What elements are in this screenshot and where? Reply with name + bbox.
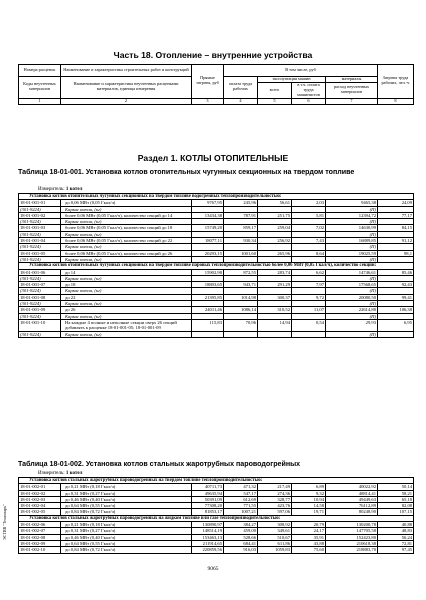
labor-hours: 6,95 [378,319,414,331]
machines-total: 308,92 [258,522,292,528]
subheading: Установка котлов стальных жаротрубных пароводогрейных на жидком топливе или газе теплопроизводительностью: [19,515,414,521]
materials: 14630,99 [326,225,378,231]
rate-name: до 0,31 МВт (0,27 Гкал/ч) [61,490,192,496]
table-row [19,319,414,331]
direct-costs: 148514,19 [192,528,224,534]
materials: 210618,38 [326,540,378,546]
machinist-wage: 24,17 [292,528,326,534]
labor-wage: 684,41 [224,540,258,546]
empty-cell [224,331,258,337]
machinist-wage: 14,58 [292,503,326,509]
header-material-consumption: расход неучтенных материалов [326,83,378,99]
labor-wage: 471,32 [224,484,258,490]
direct-costs: 15902,90 [192,269,224,275]
direct-costs: 18077,11 [192,238,224,244]
direct-costs: 15749,20 [192,225,224,231]
labor-wage: 1001,60 [224,250,258,256]
machines-total: 611,86 [258,540,292,546]
rate-code: 18-01-002-03 [19,496,61,502]
measure-label: Измеритель: [38,187,65,192]
rate-name: до 0,64 МВт (0,55 Гкал/ч) [61,503,192,509]
material-name: Каркас котла, (кг) [61,244,192,250]
labor-wage: 872,55 [224,269,258,275]
direct-costs: 40711,73 [192,484,224,490]
rate-name: более 0,06 МВт (0,05 Гкал/ч), количество секций до 18 [61,225,192,231]
empty-cell [292,331,326,337]
labor-wage: 384,27 [224,522,258,528]
labor-hours: 91,12 [378,238,414,244]
material-name: Каркас котла, (кг) [61,231,192,237]
header-num: 6 [292,98,326,104]
material-name: Каркас котла, (кг) [61,331,192,337]
materials: 152423,80 [326,534,378,540]
machinist-wage: 9,72 [292,294,326,300]
machines-total: 217,49 [258,484,292,490]
machines-total: 423,76 [258,503,292,509]
machines-total: 14,94 [258,319,292,331]
rate-code: 18-01-002-09 [19,540,61,546]
direct-costs: 50391,09 [192,496,224,502]
machines-total: 56,61 [258,200,292,206]
measure-value: 1 котел [65,471,83,476]
rate-code: 18-01-002-04 [19,503,61,509]
labor-hours: 107,15 [378,509,414,515]
empty-cell [378,331,414,337]
labor-hours: 72,81 [378,540,414,546]
machinist-wage: 11,07 [292,307,326,313]
rate-name: до 0,21 МВт (0,18 Гкал/ч) [61,522,192,528]
rate-code: 18-01-001-03 [19,225,61,231]
labor-wage: 859,17 [224,225,258,231]
machinist-wage: 10,94 [292,496,326,502]
rate-name: до 0,46 МВт (0,40 Гкал/ч) [61,534,192,540]
material-code: (301-9224) [19,288,61,294]
header-rate-number: Номера расценок [19,65,61,77]
material-unit: (П) [326,301,378,307]
material-name: Каркас котла, (кг) [61,275,192,281]
machinist-wage: 0,54 [292,319,326,331]
rate-code: 18-01-001-01 [19,200,61,206]
machines-total: 300,37 [258,294,292,300]
machines-total: 349,61 [258,528,292,534]
rate-code: 18-01-001-04 [19,238,61,244]
header-machines: эксплуатация машин [258,77,326,83]
rate-name: до 14 [61,269,192,275]
materials: 76112,89 [326,503,378,509]
header-labor-hours: Затраты труда рабочих, чел.-ч [378,65,414,99]
machinist-wage: 9,32 [292,490,326,496]
rate-name: более 0,06 МВт (0,05 Гкал/ч), количество секций до 26 [61,250,192,256]
direct-costs: 9767,95 [192,200,224,206]
section-title: Раздел 1. КОТЛЫ ОТОПИТЕЛЬНЫЕ [137,153,289,163]
materials: 12394,72 [326,212,378,218]
header-num: 3 [192,98,224,104]
direct-costs: 153463,13 [192,534,224,540]
material-code: (301-9224) [19,256,61,262]
rate-code: 18-01-001-10 [19,319,61,331]
material-name: Каркас котла, (кг) [61,206,192,212]
material-name: Каркас котла, (кг) [61,256,192,262]
material-code: (301-9224) [19,275,61,281]
header-labor-wage: оплата труда рабочих [224,77,258,99]
machines-total: 274,36 [258,490,292,496]
machines-total: 310,52 [258,307,292,313]
rate-code: 18-01-002-10 [19,547,61,553]
header-num: 7 [326,98,378,104]
rate-name: до 0,64 МВт (0,55 Гкал/ч) [61,540,192,546]
rate-name: до 0,84 МВт (0,72 Гкал/ч) [61,509,192,515]
direct-costs: 81853,17 [192,509,224,515]
direct-costs: 220859,56 [192,547,224,553]
direct-costs: 115,83 [192,319,224,331]
labor-wage: 943,71 [224,282,258,288]
header-direct-costs: Прямые затраты, руб [192,65,224,99]
labor-wage: 245,96 [224,200,258,206]
header-material-names: Наименование и характеристика неучтенных расценками материалов, единица измерения [61,77,192,99]
rate-code: 18-01-001-02 [19,212,61,218]
header-num: 5 [258,98,292,104]
labor-hours: 50,14 [378,484,414,490]
side-watermark: ЭСТИВ "Технопарк" [2,504,7,540]
rate-name: до 0,06 МВт (0,05 Гкал/ч) [61,200,192,206]
labor-hours: 58,21 [378,490,414,496]
rate-name: до 22 [61,294,192,300]
machinist-wage: 7,02 [292,225,326,231]
direct-costs: 77308,20 [192,503,224,509]
labor-hours: 106,38 [378,307,414,313]
material-unit: (П) [326,288,378,294]
materials: 49449,63 [326,496,378,502]
labor-hours: 56,24 [378,534,414,540]
labor-wage: 528,66 [224,534,258,540]
machinist-wage: 43,88 [292,540,326,546]
header-machines-total: всего [258,83,292,99]
rate-code: 18-01-001-08 [19,294,61,300]
rate-code: 18-01-001-09 [19,307,61,313]
labor-hours: 97,45 [378,547,414,553]
material-row [19,331,414,337]
materials: 14746,61 [326,269,378,275]
labor-wage: 459,00 [224,528,258,534]
direct-costs: 24011,46 [192,307,224,313]
table1-body [18,193,414,338]
machines-total: 1059,83 [258,547,292,553]
material-name: Каркас котла, (кг) [61,313,192,319]
machines-total: 259,04 [258,225,292,231]
labor-wage: 1007,21 [224,509,258,515]
machines-total: 283,74 [258,269,292,275]
machinist-wage: 6,62 [292,269,326,275]
material-name: Каркас котла, (кг) [61,288,192,294]
rate-code: 18-01-002-02 [19,490,61,496]
material-unit: (П) [326,219,378,225]
rate-name: до 0,46 МВт (0,40 Гкал/ч) [61,496,192,502]
header-num: 8 [378,98,414,104]
direct-costs: 18803,65 [192,282,224,288]
labor-wage: 547,17 [224,490,258,496]
subheading: Установка котлов стальных жаротрубных пароводогрейных на твердом топливе теплопроизводительностью: [19,478,414,484]
machines-total: 291,29 [258,282,292,288]
machines-total: 510,67 [258,534,292,540]
material-unit: (П) [326,275,378,281]
empty-cell [258,331,292,337]
table-row [19,547,414,553]
subheading: Установка котлов отопительных чугунных секционных на твердом топливе паровых теплопроизводительностью более 0,06 МВт (0,05 Гкал/ч), количество секций: [19,263,414,269]
header-materials: материалы [326,77,378,83]
machines-total: 597,06 [258,509,292,515]
measure-value: 1 котел [65,187,83,192]
machinist-wage: 8,64 [292,250,326,256]
labor-hours: 92,43 [378,282,414,288]
rate-name: более 0,06 МВт (0,05 Гкал/ч), количество секций до 22 [61,238,192,244]
rate-code: 18-01-002-01 [19,484,61,490]
labor-hours: 24,09 [378,200,414,206]
materials: 16889,85 [326,238,378,244]
rate-name: до 18 [61,282,192,288]
rate-code: 18-01-002-05 [19,509,61,515]
labor-hours: 65,18 [378,496,414,502]
labor-wage: 916,03 [224,547,258,553]
header-machinist-wage: в т.ч. оплата труда машинистов [292,83,326,99]
labor-wage: 771,55 [224,503,258,509]
material-name: Каркас котла, (кг) [61,219,192,225]
rate-name: до 0,84 МВт (0,72 Гкал/ч) [61,547,192,553]
direct-costs: 20293,15 [192,250,224,256]
labor-wage: 1014,98 [224,294,258,300]
header-work-name: Наименование и характеристика строительных работ и конструкций [61,65,192,77]
empty-cell [192,331,224,337]
rate-name: до 0,21 МВт (0,18 Гкал/ч) [61,484,192,490]
rate-name: более 0,06 МВт (0,05 Гкал/ч), количество секций до 14 [61,212,192,218]
direct-costs: 130890,97 [192,522,224,528]
machinist-wage: 7,97 [292,282,326,288]
machinist-wage: 35,91 [292,534,326,540]
rate-code: 18-01-002-08 [19,534,61,540]
page-number: 9065 [207,566,219,572]
material-code: (301-9224) [19,244,61,250]
machines-total: 328,77 [258,496,292,502]
header-including: В том числе, руб [224,65,378,77]
material-code: (301-9224) [19,313,61,319]
table1-measure [38,187,82,192]
material-code: (301-9224) [19,219,61,225]
part-title: Часть 18. Отопление – внутренние устройства [113,50,313,60]
labor-wage: 612,69 [224,496,258,502]
materials: 218883,70 [326,547,378,553]
machinist-wage: 19,71 [292,509,326,515]
table2-measure [38,471,82,476]
subheading: Установка котлов отопительных чугунных секционных на твердом топливе водогрейных теплопроизводительностью: [19,194,414,200]
labor-wage: 70,96 [224,319,258,331]
rate-code: 18-01-001-06 [19,269,61,275]
materials: 9465,38 [326,200,378,206]
table1-title: Таблица 18-01-001. Установка котлов отопительных чугунных секционных на твердом топливе [18,168,355,176]
material-unit: (П) [326,206,378,212]
direct-costs: 211914,65 [192,540,224,546]
direct-costs: 13434,38 [192,212,224,218]
labor-hours: 84,15 [378,225,414,231]
machinist-wage: 7,43 [292,238,326,244]
column-header-table [18,64,414,105]
materials: 130200,78 [326,522,378,528]
labor-hours: 82,08 [378,503,414,509]
machines-total: 256,92 [258,238,292,244]
labor-hours: 99,41 [378,294,414,300]
header-num: 1 [19,98,61,104]
machinist-wage: 20,79 [292,522,326,528]
rate-code: 18-01-001-05 [19,250,61,256]
labor-hours: 85,46 [378,269,414,275]
table2-title: Таблица 18-01-002. Установка котлов стальных жаротрубных пароводогрейных [18,460,301,468]
labor-hours: 98,1 [378,250,414,256]
material-code: (301-9224) [19,301,61,307]
material-code: (301-9224) [19,206,61,212]
rate-name: до 26 [61,307,192,313]
materials: 40022,92 [326,484,378,490]
rate-code: 18-01-001-07 [19,282,61,288]
rate-name: до 0,31 МВт (0,27 Гкал/ч) [61,528,192,534]
material-unit: (П) [326,313,378,319]
material-unit: (П) [326,331,378,337]
material-unit: (П) [326,244,378,250]
materials: 17568,65 [326,282,378,288]
materials: 19025,59 [326,250,378,256]
rate-code: 18-01-002-07 [19,528,61,534]
machinist-wage: 2,03 [292,200,326,206]
material-unit: (П) [326,231,378,237]
subheading-row [19,263,414,269]
material-unit: (П) [326,256,378,262]
labor-hours: 40,88 [378,522,414,528]
rate-code: 18-01-002-06 [19,522,61,528]
labor-hours: 48,83 [378,528,414,534]
material-code: (301-9224) [19,331,61,337]
measure-label: Измеритель: [38,471,65,476]
material-name: Каркас котла, (кг) [61,301,192,307]
materials: 80248,90 [326,509,378,515]
machines-total: 265,96 [258,250,292,256]
materials: 22614,80 [326,307,378,313]
materials: 20080,50 [326,294,378,300]
labor-wage: 787,91 [224,212,258,218]
machinist-wage: 75,60 [292,547,326,553]
materials: 48814,41 [326,490,378,496]
header-material-codes: Коды неучтенных материалов [19,77,61,99]
material-code: (301-9224) [19,231,61,237]
header-num: 2 [61,98,192,104]
labor-wage: 1086,14 [224,307,258,313]
table2-body [18,477,414,554]
materials: 147705,58 [326,528,378,534]
header-num: 4 [224,98,258,104]
labor-wage: 930,34 [224,238,258,244]
machinist-wage: 6,89 [292,484,326,490]
direct-costs: 49635,94 [192,490,224,496]
direct-costs: 21395,85 [192,294,224,300]
labor-hours: 77,17 [378,212,414,218]
machinist-wage: 5,81 [292,212,326,218]
machines-total: 251,75 [258,212,292,218]
rate-name: На каждые 4 полные и неполные секции сверх 26 секций добавлять к расценке 18-01-001-05; 18-01-001-09 [61,319,192,331]
materials: 29,93 [326,319,378,331]
